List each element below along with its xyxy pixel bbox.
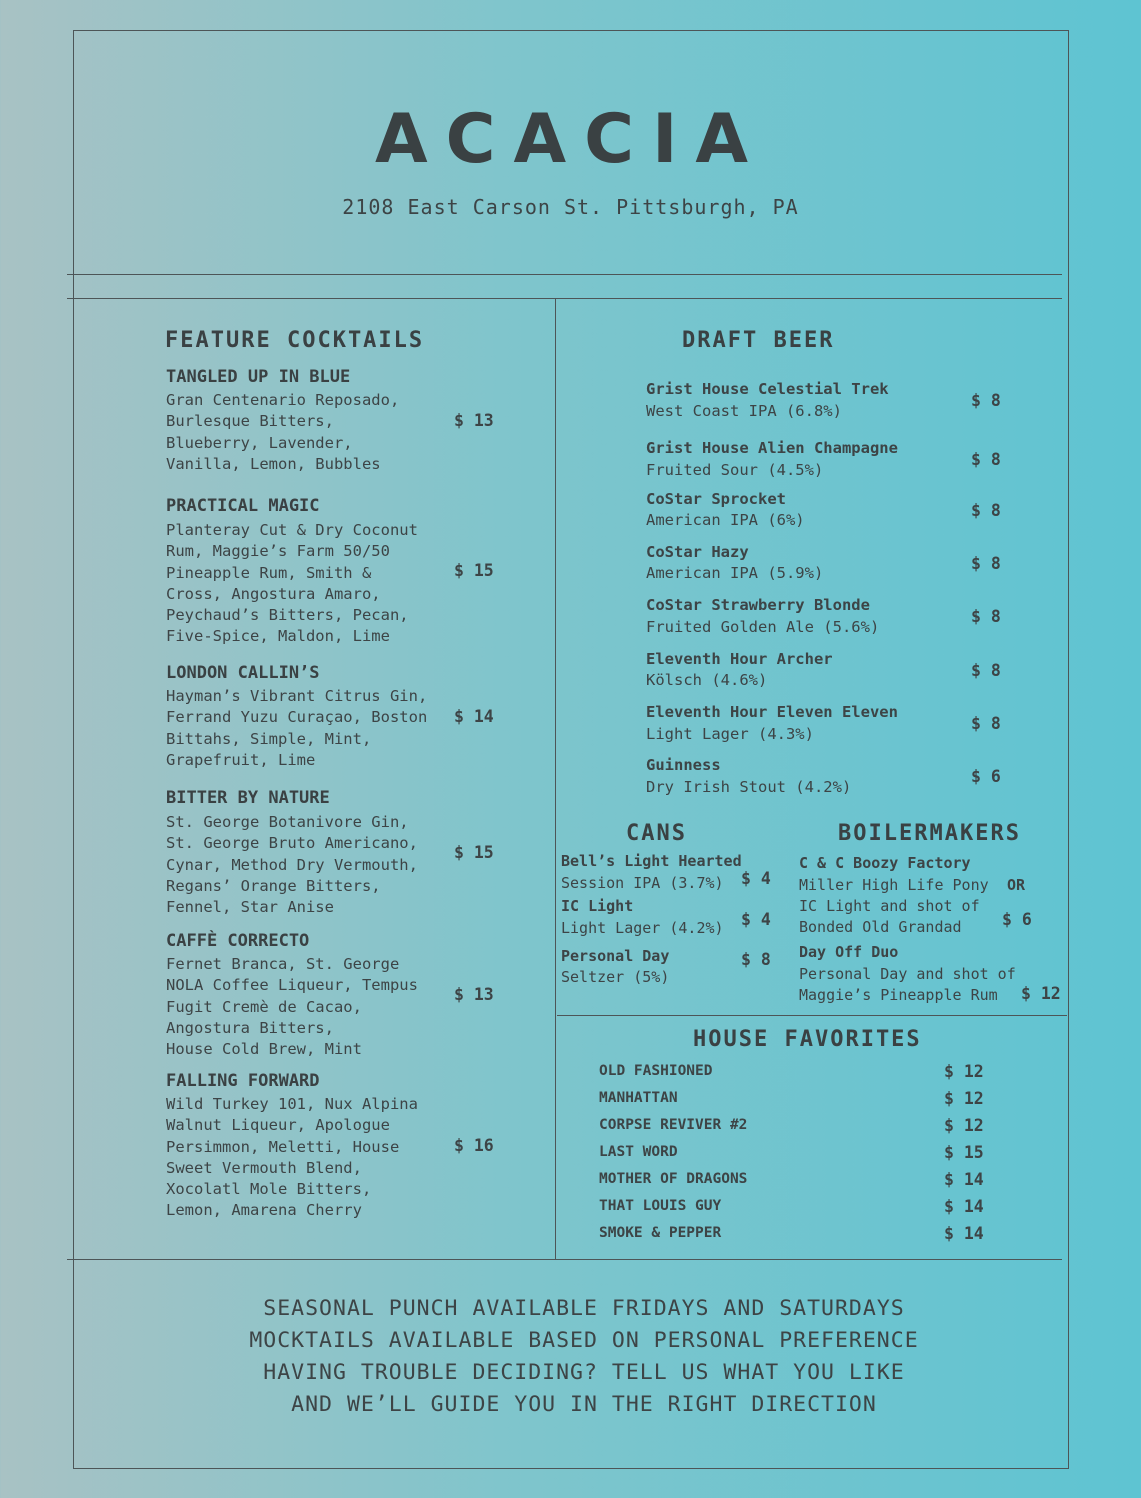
can-name: Bell’s Light Hearted [561, 852, 742, 870]
boilermaker-description: Miller High Life Pony [799, 876, 989, 894]
beer-style: Fruited Sour (4.5%) [646, 461, 824, 479]
beer-name: Eleventh Hour Archer [646, 650, 833, 668]
can-name: Personal Day [561, 947, 670, 965]
boilermaker-price: $ 6 [1002, 910, 1032, 929]
cocktail-name: BITTER BY NATURE [166, 788, 330, 808]
restaurant-name: ACACIA [375, 100, 766, 179]
header-divider-top [67, 274, 1062, 275]
boilermaker-description: Bonded Old Grandad [799, 918, 962, 936]
beer-price: $ 8 [971, 450, 1001, 469]
beer-style: American IPA (6%) [646, 511, 805, 529]
cocktail-name: CAFFÈ CORRECTO [166, 931, 310, 951]
beer-price: $ 8 [971, 661, 1001, 680]
cocktail-price: $ 15 [454, 561, 494, 580]
beer-price: $ 8 [971, 714, 1001, 733]
favorite-price: $ 15 [944, 1143, 984, 1162]
favorite-name: THAT LOUIS GUY [599, 1198, 722, 1214]
beer-name: Grist House Celestial Trek [646, 380, 889, 398]
cocktail-description: Hayman’s Vibrant Citrus Gin, Ferrand Yuzu Curaçao, Boston Bittahs, Simple, Mint, Grapefruit, Lime [166, 687, 428, 769]
can-style: Session IPA (3.7%) [561, 874, 724, 892]
favorite-price: $ 14 [944, 1224, 984, 1243]
boilermakers-heading: BOILERMAKERS [838, 821, 1021, 846]
feature-cocktails-heading: FEATURE COCKTAILS [165, 328, 425, 353]
column-divider [555, 298, 556, 1260]
can-price: $ 4 [741, 869, 771, 888]
boilermaker-name: Day Off Duo [799, 943, 899, 961]
beer-name: CoStar Hazy [646, 543, 749, 561]
footer-line: AND WE’LL GUIDE YOU IN THE RIGHT DIRECTION [291, 1392, 877, 1417]
beer-name: CoStar Strawberry Blonde [646, 596, 870, 614]
footer-line: HAVING TROUBLE DECIDING? TELL US WHAT YOU LIKE [263, 1360, 905, 1385]
cocktail-price: $ 15 [454, 843, 494, 862]
cocktail-name: LONDON CALLIN’S [166, 663, 320, 683]
can-name: IC Light [561, 897, 634, 915]
favorite-name: MOTHER OF DRAGONS [599, 1171, 748, 1187]
beer-price: $ 8 [971, 391, 1001, 410]
beer-style: Fruited Golden Ale (5.6%) [646, 618, 880, 636]
favorite-name: OLD FASHIONED [599, 1063, 713, 1079]
favorite-price: $ 12 [944, 1062, 984, 1081]
cocktail-description: Planteray Cut & Dry Coconut Rum, Maggie’s Farm 50/50 Pineapple Rum, Smith & Cross, Angostura Amaro, Peychaud’s Bitters, Pecan, Five-Spice, Maldon, Lime [166, 521, 418, 646]
beer-name: Grist House Alien Champagne [646, 439, 898, 457]
can-price: $ 4 [741, 910, 771, 929]
boilermaker-description: Personal Day and shot of [799, 965, 1016, 983]
favorite-price: $ 12 [944, 1089, 984, 1108]
footer-divider [67, 1259, 1062, 1260]
beer-price: $ 6 [971, 767, 1001, 786]
cocktail-description: St. George Botanivore Gin, St. George Bruto Americano, Cynar, Method Dry Vermouth, Regans’ Orange Bitters, Fennel, Star Anise [166, 813, 418, 917]
boilermaker-description: IC Light and shot of [799, 897, 980, 915]
beer-style: American IPA (5.9%) [646, 564, 824, 582]
boilermaker-or: OR [1007, 876, 1026, 894]
can-style: Light Lager (4.2%) [561, 919, 724, 937]
beer-name: Eleventh Hour Eleven Eleven [646, 703, 898, 721]
cocktail-description: Gran Centenario Reposado, Burlesque Bitters, Blueberry, Lavender, Vanilla, Lemon, Bubbles [166, 391, 400, 473]
footer-line: MOCKTAILS AVAILABLE BASED ON PERSONAL PREFERENCE [249, 1328, 919, 1353]
beer-style: Light Lager (4.3%) [646, 725, 814, 743]
footer-line: SEASONAL PUNCH AVAILABLE FRIDAYS AND SATURDAYS [263, 1296, 905, 1321]
cocktail-description: Fernet Branca, St. George NOLA Coffee Liqueur, Tempus Fugit Cremè de Cacao, Angostura Bitters, House Cold Brew, Mint [166, 955, 418, 1059]
boilermaker-name: C & C Boozy Factory [799, 854, 971, 872]
cocktail-price: $ 16 [454, 1136, 494, 1155]
can-price: $ 8 [741, 950, 771, 969]
beer-price: $ 8 [971, 607, 1001, 626]
cocktail-price: $ 14 [454, 707, 494, 726]
cocktail-price: $ 13 [454, 411, 494, 430]
cocktail-name: PRACTICAL MAGIC [166, 496, 320, 516]
boilermakers-divider [557, 1015, 1067, 1016]
draft-beer-heading: DRAFT BEER [682, 328, 835, 353]
cans-heading: CANS [626, 821, 687, 846]
favorite-price: $ 14 [944, 1197, 984, 1216]
cocktail-name: FALLING FORWARD [166, 1071, 320, 1091]
beer-style: West Coast IPA (6.8%) [646, 402, 842, 420]
can-style: Seltzer (5%) [561, 968, 670, 986]
restaurant-address: 2108 East Carson St. Pittsburgh, PA [342, 195, 799, 219]
boilermaker-description: Maggie’s Pineapple Rum [799, 986, 998, 1004]
favorite-name: MANHATTAN [599, 1090, 678, 1106]
cocktail-description: Wild Turkey 101, Nux Alpina Walnut Liqueur, Apologue Persimmon, Meletti, House Sweet Vermouth Blend, Xocolatl Mole Bitters, Lemon, Amarena Cherry [166, 1095, 418, 1220]
cocktail-price: $ 13 [454, 985, 494, 1004]
beer-name: CoStar Sprocket [646, 490, 786, 508]
header-divider-bottom [67, 298, 1062, 299]
beer-price: $ 8 [971, 501, 1001, 520]
beer-style: Dry Irish Stout (4.2%) [646, 778, 852, 796]
beer-style: Kölsch (4.6%) [646, 671, 768, 689]
beer-price: $ 8 [971, 554, 1001, 573]
boilermaker-price: $ 12 [1021, 984, 1061, 1003]
favorite-price: $ 14 [944, 1170, 984, 1189]
favorite-price: $ 12 [944, 1116, 984, 1135]
cocktail-name: TANGLED UP IN BLUE [166, 367, 351, 387]
favorite-name: CORPSE REVIVER #2 [599, 1117, 748, 1133]
favorite-name: LAST WORD [599, 1144, 678, 1160]
favorite-name: SMOKE & PEPPER [599, 1225, 722, 1241]
beer-name: Guinness [646, 756, 721, 774]
house-favorites-heading: HOUSE FAVORITES [693, 1027, 922, 1052]
